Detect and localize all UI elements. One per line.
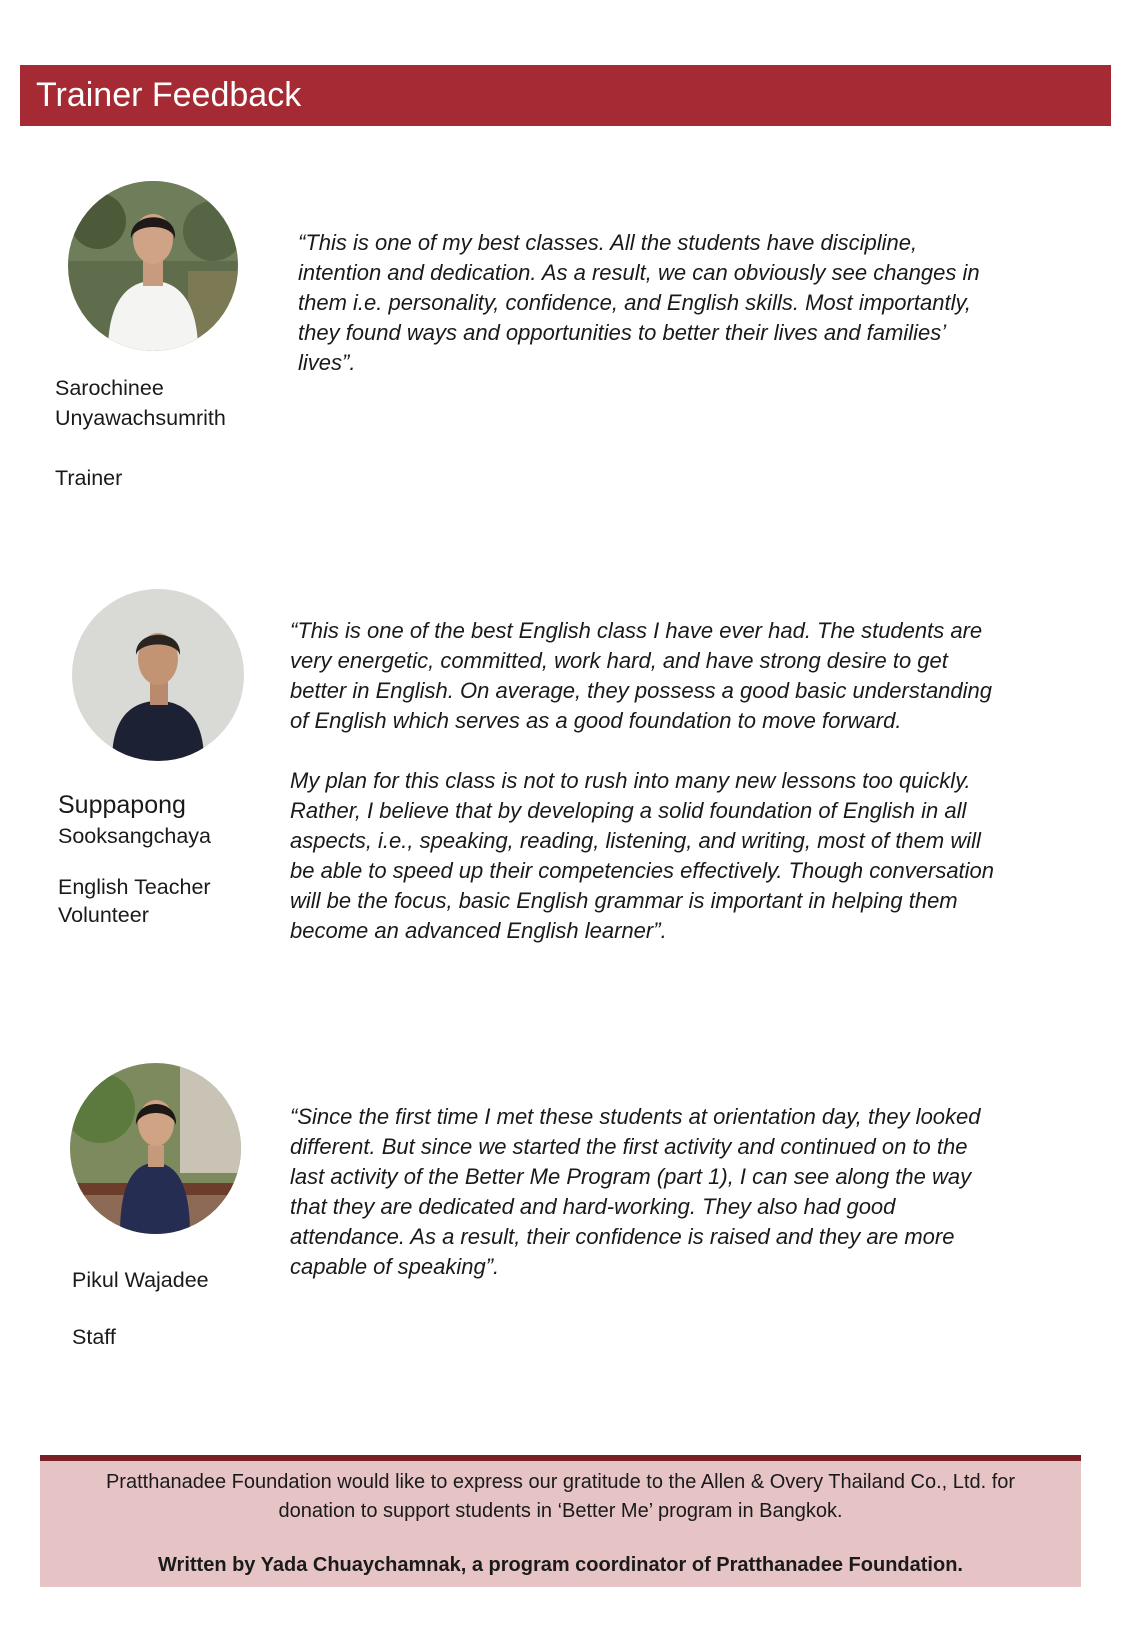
quote-line: them i.e. personality, confidence, and English skills. Most importantly,: [298, 290, 971, 315]
trainer-2-photo: [72, 589, 244, 761]
footer-line-2: donation to support students in ‘Better Me’ program in Bangkok.: [278, 1500, 843, 1522]
quote-line: will be the focus, basic English grammar is important in helping them: [290, 888, 958, 913]
quote-line: lives”.: [298, 350, 356, 375]
trainer-1-name-line-2: Unyawachsumrith: [55, 406, 226, 430]
quote-line: that they are dedicated and hard-working. They also had good: [290, 1194, 896, 1219]
quote-line: different. But since we started the first activity and continued on to the: [290, 1134, 968, 1159]
quote-line: “This is one of my best classes. All the students have discipline,: [298, 230, 918, 255]
trainer-2-role-line-1: English Teacher: [58, 875, 211, 899]
section-header-bar: [20, 65, 1111, 126]
trainer-2-info: [58, 789, 211, 929]
footer-acknowledgement: [40, 1461, 1081, 1587]
trainer-3-name: Pikul Wajadee: [72, 1268, 209, 1292]
footer-credit: Written by Yada Chuaychamnak, a program coordinator of Pratthanadee Foundation.: [158, 1554, 963, 1576]
trainer-3-photo: [70, 1063, 241, 1234]
trainer-2-role-line-2: Volunteer: [58, 903, 149, 927]
trainer-3-role: Staff: [72, 1325, 116, 1349]
trainer-3-quote: [290, 1102, 981, 1282]
quote-line: “This is one of the best English class I have ever had. The students are: [290, 618, 983, 643]
quote-line: of English which serves as a good foundation to move forward.: [290, 708, 902, 733]
trainer-1-photo: [68, 181, 238, 351]
footer-line-1: Pratthanadee Foundation would like to express our gratitude to the Allen & Overy Thailand Co., Ltd. for: [105, 1471, 1016, 1493]
quote-line: capable of speaking”.: [290, 1254, 500, 1279]
quote-line: be able to speed up their competencies effectively. Though conversation: [290, 858, 995, 883]
quote-line: aspects, i.e., speaking, reading, listening, and writing, most of them will: [290, 828, 981, 853]
quote-line: very energetic, committed, work hard, and have strong desire to get: [290, 648, 948, 673]
trainer-1-role: Trainer: [55, 466, 123, 490]
trainer-1-quote: [298, 228, 980, 378]
section-title: Trainer Feedback: [36, 76, 302, 114]
footer-gap: [40, 1526, 1081, 1551]
trainer-1-info: [55, 373, 226, 493]
quote-line: last activity of the Better Me Program (part 1), I can see along the way: [290, 1164, 972, 1189]
trainer-2-quote: [290, 616, 994, 946]
trainer-2-name-line-1: Suppapong: [58, 791, 186, 819]
trainer-2-name-line-2: Sooksangchaya: [58, 824, 211, 848]
trainer-3-info: [72, 1265, 209, 1352]
quote-line: better in English. On average, they possess a good basic understanding: [290, 678, 993, 703]
paragraph-gap: [290, 736, 994, 766]
quote-line: Rather, I believe that by developing a solid foundation of English in all: [290, 798, 967, 823]
trainer-1-name-line-1: Sarochinee: [55, 376, 164, 400]
quote-line: they found ways and opportunities to better their lives and families’: [298, 320, 947, 345]
quote-line: “Since the first time I met these students at orientation day, they looked: [290, 1104, 981, 1129]
quote-line: intention and dedication. As a result, we can obviously see changes in: [298, 260, 980, 285]
quote-line: attendance. As a result, their confidence is raised and they are more: [290, 1224, 955, 1249]
quote-line: My plan for this class is not to rush into many new lessons too quickly.: [290, 768, 971, 793]
quote-line: become an advanced English learner”.: [290, 918, 667, 943]
